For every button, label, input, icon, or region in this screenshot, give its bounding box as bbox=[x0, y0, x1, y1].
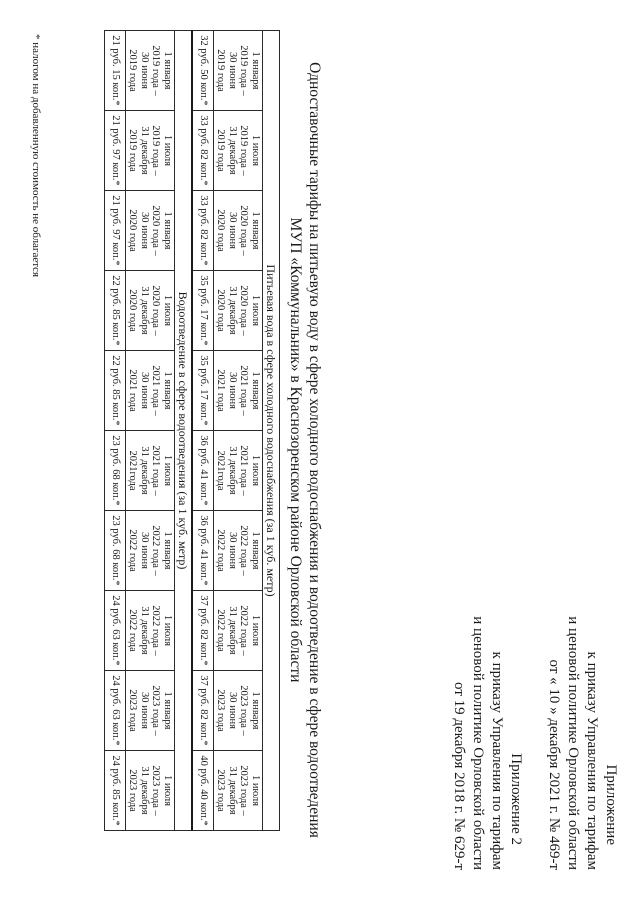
period-line: 2022 года bbox=[127, 609, 139, 652]
period-cell bbox=[126, 671, 175, 751]
price-cell: 23 руб. 68 коп.* bbox=[105, 511, 126, 591]
price-cell: 35 руб. 17 коп.* bbox=[192, 351, 214, 431]
period-cell bbox=[126, 111, 175, 191]
period-line: 1 июля bbox=[250, 134, 261, 167]
period-cell bbox=[214, 31, 263, 111]
period-line: 2022 года bbox=[127, 529, 139, 572]
period-line: 1 января bbox=[250, 51, 261, 90]
period-line: 2022 года – bbox=[150, 605, 162, 656]
period-cell bbox=[214, 271, 263, 351]
period-line: 2019 года – bbox=[238, 45, 250, 96]
document-page bbox=[20, 20, 620, 880]
appendix1-heading: Приложение bbox=[603, 764, 619, 845]
period-line: 2020 года bbox=[127, 289, 139, 332]
period-line: 1 июля bbox=[250, 294, 261, 327]
price-cell: 36 руб. 41 коп.* bbox=[192, 511, 214, 591]
period-line: 2023 года bbox=[215, 689, 227, 732]
period-line: 1 июля bbox=[250, 774, 261, 807]
period-line: 1 января bbox=[162, 531, 173, 570]
period-line: 2019 года bbox=[215, 129, 227, 172]
period-line: 2019 года – bbox=[150, 125, 162, 176]
period-line: 31 декабря bbox=[139, 126, 150, 175]
period-line: 2021 года – bbox=[238, 365, 250, 416]
period-line: 2020 года – bbox=[150, 285, 162, 336]
period-line: 2022 года – bbox=[238, 525, 250, 576]
period-line: 2023 года – bbox=[150, 765, 162, 816]
period-line: 2022 года – bbox=[238, 605, 250, 656]
price-cell: 40 руб. 40 коп.* bbox=[192, 751, 214, 831]
price-cell: 32 руб. 50 коп.* bbox=[192, 31, 214, 111]
sewage-price-row bbox=[105, 31, 126, 831]
period-line: 2023 года bbox=[215, 769, 227, 812]
period-line: 2023 года bbox=[127, 769, 139, 812]
period-line: 2020 года bbox=[215, 289, 227, 332]
title-line: МУП «Коммунальник» в Краснозоренском районе Орловской области bbox=[287, 217, 304, 683]
period-line: 2022 года – bbox=[150, 525, 162, 576]
document-title bbox=[286, 20, 324, 880]
period-line: 31 декабря bbox=[139, 766, 150, 815]
period-line: 31 декабря bbox=[139, 606, 150, 655]
period-line: 31 декабря bbox=[227, 446, 238, 495]
period-line: 2020 года – bbox=[238, 205, 250, 256]
period-line: 1 января bbox=[162, 691, 173, 730]
price-cell: 21 руб. 15 коп.* bbox=[105, 31, 126, 111]
period-line: 31 декабря bbox=[227, 286, 238, 335]
period-line: 2019 года bbox=[127, 49, 139, 92]
price-cell: 22 руб. 85 коп.* bbox=[105, 351, 126, 431]
period-line: 30 июня bbox=[139, 371, 150, 410]
period-line: 30 июня bbox=[227, 691, 238, 730]
period-cell bbox=[214, 431, 263, 511]
sewage-section-row bbox=[175, 31, 193, 831]
period-line: 2021года bbox=[215, 450, 227, 491]
period-line: 2020 года bbox=[127, 209, 139, 252]
period-line: 2019 года bbox=[215, 49, 227, 92]
period-line: 2020 года – bbox=[150, 205, 162, 256]
period-line: 1 июля bbox=[162, 614, 173, 647]
period-line: 2019 года bbox=[127, 129, 139, 172]
period-line: 31 декабря bbox=[227, 606, 238, 655]
period-line: 30 июня bbox=[139, 531, 150, 570]
period-line: 2021 года – bbox=[150, 365, 162, 416]
appendix1-line: и ценовой политике Орловской области bbox=[565, 616, 581, 870]
appendix2-line: и ценовой политике Орловской области bbox=[470, 616, 486, 870]
price-cell: 21 руб. 97 коп.* bbox=[105, 111, 126, 191]
period-line: 1 июля bbox=[162, 294, 173, 327]
period-line: 30 июня bbox=[227, 371, 238, 410]
water-price-row bbox=[192, 31, 214, 831]
period-line: 30 июня bbox=[227, 531, 238, 570]
price-cell: 37 руб. 82 коп.* bbox=[192, 591, 214, 671]
period-line: 1 января bbox=[250, 691, 261, 730]
period-cell bbox=[126, 351, 175, 431]
period-line: 2023 года – bbox=[150, 685, 162, 736]
appendix1-date: от « 10 » декабря 2021 г. № 469-т bbox=[546, 659, 562, 870]
appendix-block bbox=[449, 616, 620, 870]
period-line: 1 января bbox=[250, 211, 261, 250]
period-line: 1 июля bbox=[162, 774, 173, 807]
period-line: 2019 года – bbox=[150, 45, 162, 96]
appendix2-date: от 19 декабря 2018 г. № 629-т bbox=[451, 682, 467, 870]
period-cell bbox=[214, 751, 263, 831]
appendix2-heading: Приложение 2 bbox=[508, 753, 524, 845]
period-line: 2021 года bbox=[127, 369, 139, 412]
period-line: 1 января bbox=[250, 371, 261, 410]
period-line: 30 июня bbox=[139, 51, 150, 90]
period-cell bbox=[126, 591, 175, 671]
period-line: 2021 года – bbox=[238, 445, 250, 496]
period-line: 1 июля bbox=[250, 454, 261, 487]
period-cell bbox=[214, 671, 263, 751]
period-row bbox=[214, 31, 263, 831]
sewage-section-header: Водоотведение в сфере водоотведения (за 1 куб. метр) bbox=[175, 31, 193, 831]
price-cell: 24 руб. 85 коп.* bbox=[105, 751, 126, 831]
price-cell: 24 руб. 63 коп.* bbox=[105, 591, 126, 671]
period-line: 1 июля bbox=[250, 614, 261, 647]
period-line: 30 июня bbox=[139, 691, 150, 730]
period-cell bbox=[214, 511, 263, 591]
period-cell bbox=[214, 111, 263, 191]
period-line: 31 декабря bbox=[227, 766, 238, 815]
water-section-row bbox=[263, 31, 280, 831]
period-row bbox=[126, 31, 175, 831]
price-cell: 33 руб. 82 коп.* bbox=[192, 191, 214, 271]
period-line: 2019 года – bbox=[238, 125, 250, 176]
appendix2-line: к приказу Управления по тарифам bbox=[489, 651, 505, 870]
period-line: 2023 года – bbox=[238, 685, 250, 736]
water-section-header: Питьевая вода в сфере холодного водоснабжения (за 1 куб. метр) bbox=[263, 31, 280, 831]
period-line: 2021 года bbox=[215, 369, 227, 412]
period-cell bbox=[126, 431, 175, 511]
period-cell bbox=[126, 191, 175, 271]
period-line: 1 января bbox=[162, 211, 173, 250]
period-line: 1 июля bbox=[162, 454, 173, 487]
period-line: 31 декабря bbox=[139, 446, 150, 495]
period-line: 1 января bbox=[162, 51, 173, 90]
appendix1-line: к приказу Управления по тарифам bbox=[584, 651, 600, 870]
period-line: 2022 года bbox=[215, 529, 227, 572]
period-cell bbox=[214, 591, 263, 671]
price-cell: 33 руб. 82 коп.* bbox=[192, 111, 214, 191]
period-cell bbox=[126, 271, 175, 351]
period-line: 2020 года bbox=[215, 209, 227, 252]
period-cell bbox=[126, 751, 175, 831]
period-line: 2023 года bbox=[127, 689, 139, 732]
period-line: 2021 года – bbox=[150, 445, 162, 496]
price-cell: 37 руб. 82 коп.* bbox=[192, 671, 214, 751]
period-line: 1 января bbox=[162, 371, 173, 410]
period-line: 30 июня bbox=[139, 211, 150, 250]
period-line: 2022 года bbox=[215, 609, 227, 652]
period-line: 30 июня bbox=[227, 211, 238, 250]
footnote: * налогом на добавленную стоимость не облагается bbox=[30, 34, 42, 278]
tariff-table bbox=[104, 30, 280, 831]
period-line: 1 января bbox=[250, 531, 261, 570]
period-line: 31 декабря bbox=[139, 286, 150, 335]
title-line: Одноставочные тарифы на питьевую воду в сфере холодного водоснабжения и водоотведение в сфере водоотведения bbox=[306, 62, 323, 838]
price-cell: 35 руб. 17 коп.* bbox=[192, 271, 214, 351]
price-cell: 21 руб. 97 коп.* bbox=[105, 191, 126, 271]
period-cell bbox=[126, 511, 175, 591]
period-cell bbox=[126, 31, 175, 111]
price-cell: 23 руб. 68 коп.* bbox=[105, 431, 126, 511]
period-line: 31 декабря bbox=[227, 126, 238, 175]
period-line: 1 июля bbox=[162, 134, 173, 167]
price-cell: 36 руб. 41 коп.* bbox=[192, 431, 214, 511]
period-line: 2020 года – bbox=[238, 285, 250, 336]
period-line: 30 июня bbox=[227, 51, 238, 90]
price-cell: 24 руб. 63 коп.* bbox=[105, 671, 126, 751]
period-cell bbox=[214, 191, 263, 271]
price-cell: 22 руб. 85 коп.* bbox=[105, 271, 126, 351]
period-cell bbox=[214, 351, 263, 431]
period-line: 2023 года – bbox=[238, 765, 250, 816]
period-line: 2021года bbox=[127, 450, 139, 491]
